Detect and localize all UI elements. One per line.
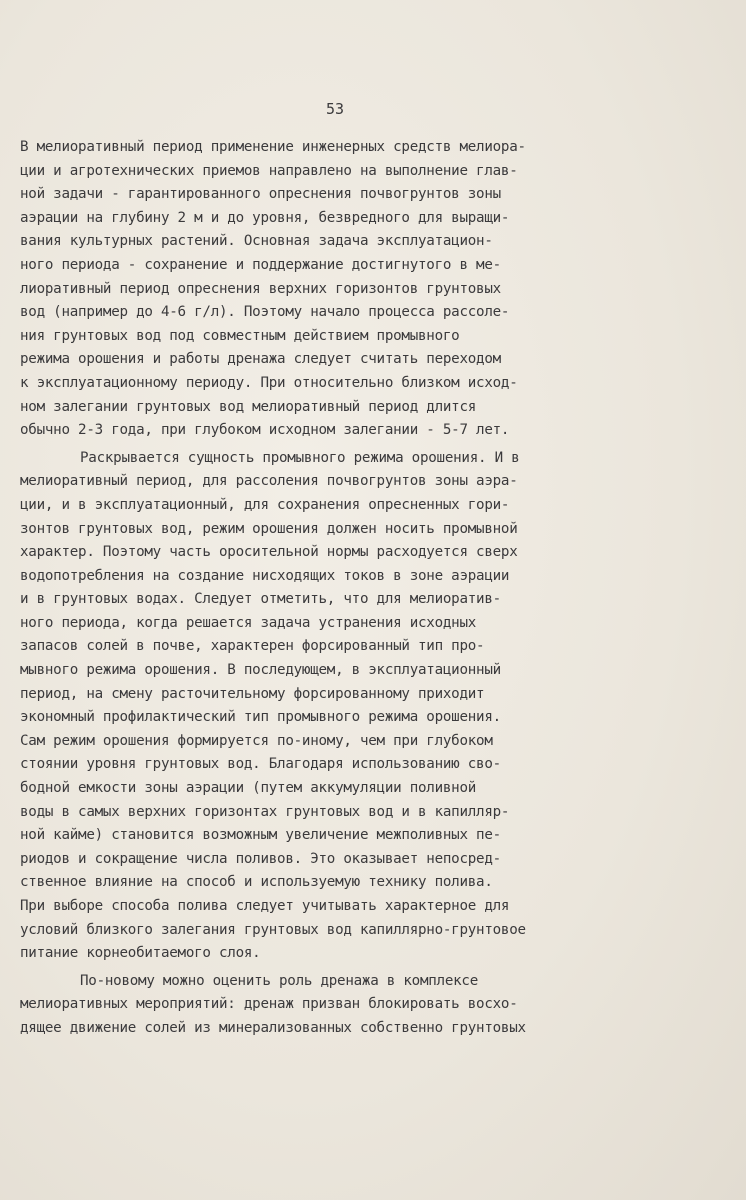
text-line: обычно 2-3 года, при глубоком исходном залегании - 5-7 лет. [20, 422, 510, 439]
text-line: Сам режим орошения формируется по-иному, чем при глубоком [20, 732, 493, 749]
text-line: бодной емкости зоны аэрации (путем аккумуляции поливной [20, 780, 477, 797]
text-line: При выборе способа полива следует учитывать характерное для [20, 898, 510, 914]
text-line: питание корнеобитаемого слоя. [20, 945, 261, 962]
text-line: стоянии уровня грунтовых вод. Благодаря использованию сво- [20, 756, 501, 773]
text-line: лиоративный период опреснения верхних горизонтов грунтовых [20, 280, 501, 297]
text-line: ного периода, когда решается задача устранения исходных [20, 614, 477, 631]
text-line: режима орошения и работы дренажа следует считать переходом [20, 351, 501, 368]
text-line: период, на смену расточительному форсированному приходит [20, 685, 485, 702]
text-line: мелиоративный период, для рассоления почвогрунтов зоны аэра- [20, 473, 518, 490]
text-line: вод (например до 4-6 г/л). Поэтому начало процесса рассоле- [20, 304, 510, 321]
text-line: к эксплуатационному периоду. При относительно близком исход- [20, 374, 518, 391]
text-line: воды в самых верхних горизонтах грунтовых вод и в капилляр- [20, 803, 510, 820]
text-line: мывного режима орошения. В последующем, в эксплуатационный [20, 662, 501, 679]
text-line: ном залегании грунтовых вод мелиоративный период длится [20, 398, 477, 415]
text-line: водопотребления на создание нисходящих токов в зоне аэрации [20, 567, 510, 584]
text-line: мелиоративных мероприятий: дренаж призван блокировать восхо- [20, 996, 518, 1013]
text-line: дящее движение солей из минерализованных собственно грунтовых [20, 1019, 526, 1036]
text-line: ственное влияние на способ и используемую технику полива. [20, 874, 493, 891]
page-number: 53 [325, 100, 345, 118]
text-line: В мелиоративный период применение инженерных средств мелиора- [20, 139, 526, 155]
text-line: риодов и сокращение числа поливов. Это оказывает непосред- [20, 850, 501, 867]
text-line: ции и агротехнических приемов направлено на выполнение глав- [20, 162, 518, 179]
text-line: экономный профилактический тип промывного режима орошения. [20, 709, 501, 726]
text-line: характер. Поэтому часть оросительной нормы расходуется сверх [20, 544, 518, 561]
paragraph [20, 447, 730, 966]
paragraph [20, 970, 730, 1041]
text-line: ния грунтовых вод под совместным действием промывного [20, 327, 460, 344]
text-line: зонтов грунтовых вод, режим орошения должен носить промывной [20, 520, 518, 537]
text-line: и в грунтовых водах. Следует отметить, что для мелиоратив- [20, 591, 501, 608]
text-line: По-новому можно оценить роль дренажа в комплексе [80, 972, 478, 989]
text-line: ной кайме) становится возможным увеличение межполивных пе- [20, 827, 501, 844]
text-line: ной задачи - гарантированного опреснения почвогрунтов зоны [20, 186, 501, 203]
text-line: Раскрывается сущность промывного режима орошения. И в [80, 449, 520, 466]
text-line: вания культурных растений. Основная задача эксплуатацион- [20, 233, 493, 250]
text-line: аэрации на глубину 2 м и до уровня, безвредного для выращи- [20, 209, 510, 226]
text-line: условий близкого залегания грунтовых вод капиллярно-грунтовое [20, 921, 526, 938]
text-line: ного периода - сохранение и поддержание достигнутого в ме- [20, 256, 501, 273]
text-line: запасов солей в почве, характерен форсированный тип про- [20, 638, 485, 655]
body-text [20, 136, 730, 1041]
paragraph [20, 136, 730, 443]
text-line: ции, и в эксплуатационный, для сохранения опресненных гори- [20, 496, 510, 513]
